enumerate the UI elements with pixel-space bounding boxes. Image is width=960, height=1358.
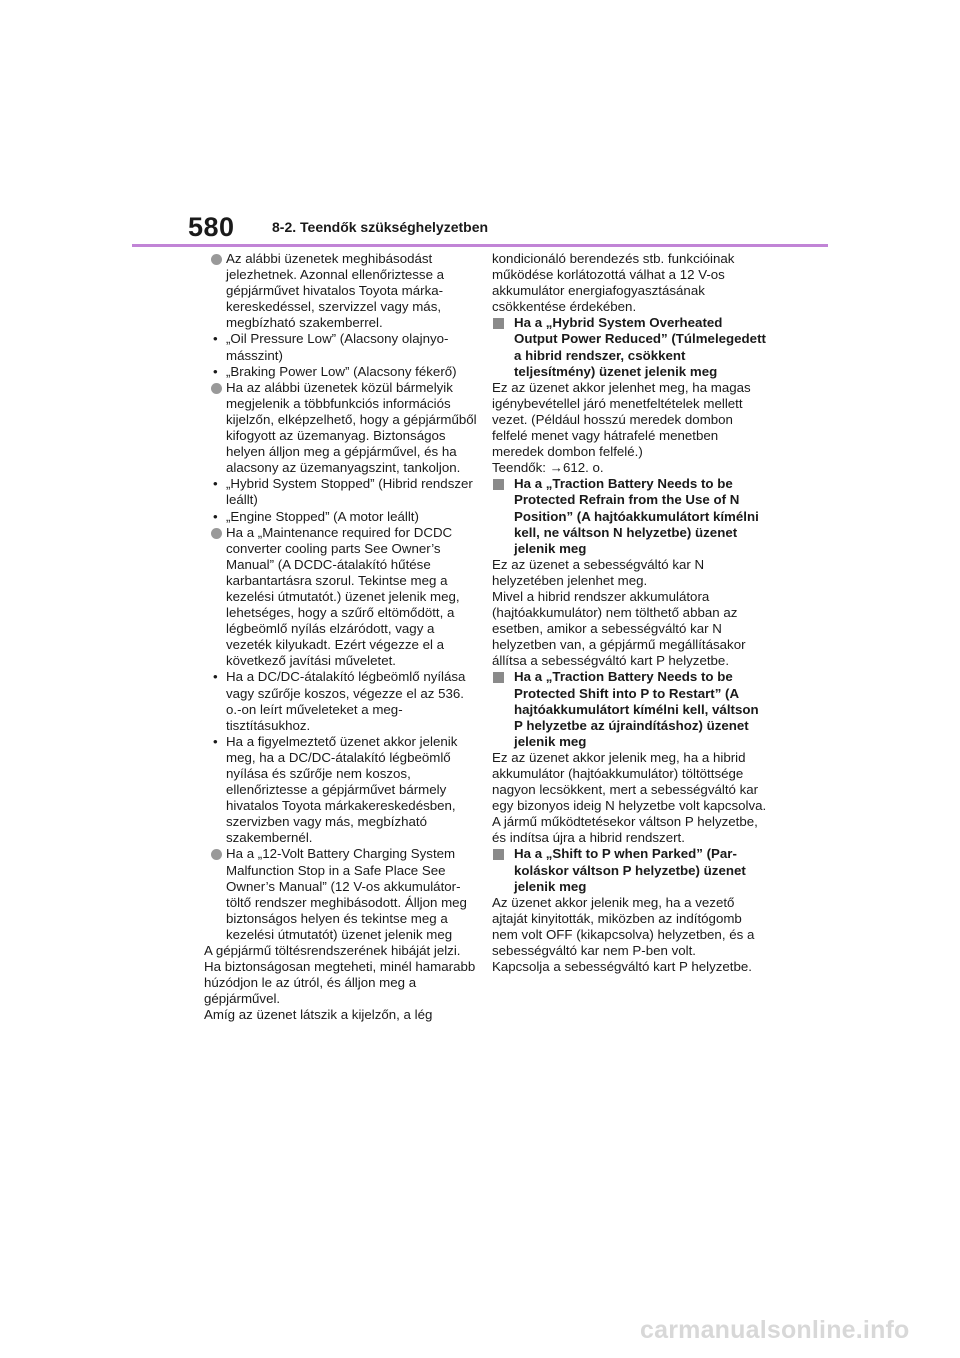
list-item: • Ha a figyelmeztető üzenet akkor jelenik meg, ha a DC/DC-átalakító légbeömlő nyílása és szűrője nem koszos, ellenőriztesse a gépjárművet bármely hivatalos Toyota márkakereskedésben, szervizben vagy más, megbízható szakembernél.	[204, 734, 479, 847]
paragraph: A jármű működtetésekor váltson P helyzetbe, és indítsa újra a hibrid rendszert.	[492, 814, 758, 846]
paragraph: Teendők: →612. o.	[492, 460, 604, 476]
list-item: • „Braking Power Low” (Alacsony fékerő)	[204, 364, 479, 380]
paragraph: Az üzenet akkor jelenik meg, ha a vezető ajtaját kinyitották, miközben az indítógomb nem volt OFF (kikapcsolva) helyzetben, és a sebességváltó kar nem P-ben volt.	[492, 894, 755, 959]
paragraph: Ez az üzenet akkor jelenhet meg, ha magas igénybevétellel járó menetfeltételek mellett vezet. (Például hosszú meredek dombon felfelé menet vagy hátrafelé menetben meredek dombon felfelé.)	[492, 379, 751, 460]
list-item: Az alábbi üzenetek meghibásodást jelezhetnek. Azonnal ellenőriztesse a gépjárművet hivatalos Toyota márkakereskedéssel, szervizzel vagy más, megbízható szakemberrel.	[204, 251, 479, 331]
paragraph: Mivel a hibrid rendszer akkumulátora (hajtóakkumulátor) nem tölthető abban az esetben, amikor a sebességváltó kar N helyzetben van, a gépjármű megállításakor állítsa a sebességváltó kart P helyzetbe.	[492, 588, 746, 669]
paragraph: Ez az üzenet a sebességváltó kar N helyzetében jelenhet meg.	[492, 556, 705, 588]
list-item: • „Oil Pressure Low” (Alacsony olajnyomásszint)	[204, 331, 479, 363]
paragraph: Kapcsolja a sebességváltó kart P helyzetbe.	[492, 959, 752, 975]
paragraph: A gépjármű töltésrendszerének hibáját jelzi. Ha biztonságosan megteheti, minél hamarabb húzódjon le az útról, és álljon meg a gépjárművel.	[204, 943, 476, 1007]
paragraph: Ez az üzenet akkor jelenik meg, ha a hibrid akkumulátor (hajtóakkumulátor) töltöttsége nagyon lecsökkent, mert a sebességváltó kar egy bizonyos ideig N helyzetbe volt kapcsolva.	[492, 749, 767, 814]
section-heading: Ha a „Hybrid System Overheated Output Power Reduced” (Túlmelegedett a hibrid rendszer, csökkent teljesítmény) üzenet jelenik meg	[492, 315, 767, 379]
list-item: • „Hybrid System Stopped” (Hibrid rendszer leállt)	[204, 476, 479, 508]
section-title: 8-2. Teendők szükséghelyzetben	[272, 219, 489, 235]
section-heading: Ha a „Traction Battery Needs to be Protected Shift into P to Restart” (A hajtóakkumulátort kímélni kell, váltson P helyzetbe az újraindításhoz) üzenet jelenik meg	[492, 669, 767, 749]
list-item: Ha az alábbi üzenetek közül bármelyik megjelenik a többfunkciós információs kijelzőn, elképzelhető, hogy a gépjárműből kifogyott az üzemanyag. Biztonságos helyen álljon meg a gépjárművel, és ha alacsony az üzemanyagszint, tankoljon.	[204, 380, 479, 477]
page-number: 580	[188, 212, 235, 242]
left-column	[204, 251, 479, 1024]
list-item: • „Engine Stopped” (A motor leállt)	[204, 509, 479, 525]
header-rule	[132, 244, 828, 247]
section-heading: Ha a „Traction Battery Needs to be Protected Refrain from the Use of N Position” (A hajtóakkumulátort kímélni kell, ne váltson N helyzetbe) üzenet jelenik meg	[492, 476, 767, 556]
paragraph: Amíg az üzenet látszik a kijelzőn, a lég	[204, 1007, 433, 1023]
paragraph: kondicionáló berendezés stb. funkcióinak működése korlátozottá válhat a 12 V-os akkumulátor energiafogyasztásának csökkentése érdekében.	[492, 251, 735, 315]
right-column	[492, 251, 767, 975]
list-item: Ha a „12-Volt Battery Charging System Malfunction Stop in a Safe Place See Owner’s Manual” (12 V-os akkumulátor-töltő rendszer meghibásodott. Álljon meg biztonságos helyen és tekintse meg a kezelési útmutatót) üzenet jelenik meg	[204, 846, 479, 943]
list-item: • Ha a DC/DC-átalakító légbeömlő nyílása vagy szűrője koszos, végezze el az 536. o.-on leírt műveleteket a megtisztításukhoz.	[204, 669, 479, 733]
list-item: Ha a „Maintenance required for DCDC converter cooling parts See Owner’s Manual” (A DCDC-átalakító hűtése karbantartásra szorul. Tekintse meg a kezelési útmutatót.) üzenet jelenik meg, lehetséges, hogy a szűrő eltömődött, a légbeömlő nyílás elzáródott, vagy a vezeték kilyukadt. Ezért végezze el a következő javítási műveletet.	[204, 525, 479, 670]
section-heading: Ha a „Shift to P when Parked” (Parkoláskor váltson P helyzetbe) üzenet jelenik meg	[492, 846, 767, 894]
watermark-logo: carmanualsonline.info	[640, 1316, 910, 1344]
